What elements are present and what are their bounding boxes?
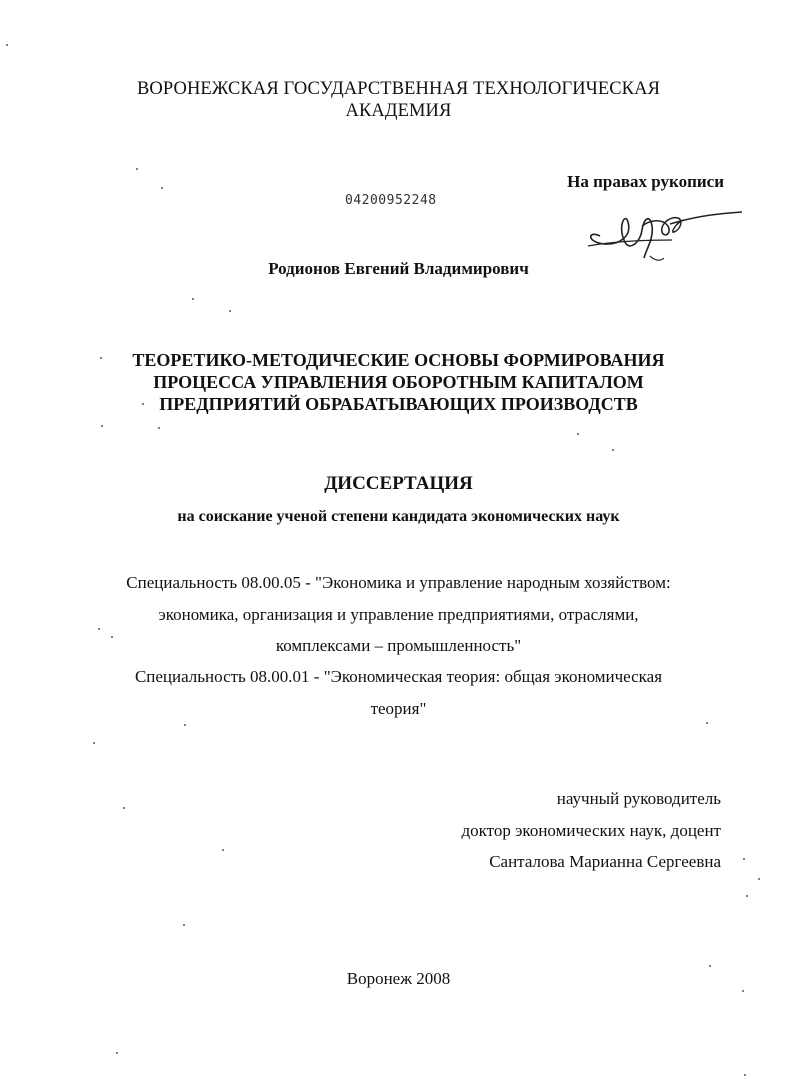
scan-speck bbox=[746, 895, 748, 897]
scan-speck bbox=[136, 168, 138, 170]
author-name: Родионов Евгений Владимирович bbox=[268, 259, 529, 278]
scan-speck bbox=[161, 187, 163, 189]
scan-speck bbox=[116, 1052, 118, 1054]
degree-statement: на соискание ученой степени кандидата экономических наук bbox=[177, 508, 620, 525]
scan-speck bbox=[742, 990, 744, 992]
manuscript-rights-label: На правах рукописи bbox=[567, 172, 724, 191]
archive-number-stamp: 04200952248 bbox=[345, 193, 437, 208]
institution-line-1: ВОРОНЕЖСКАЯ ГОСУДАРСТВЕННАЯ ТЕХНОЛОГИЧЕСКАЯ bbox=[136, 79, 661, 99]
supervisor-degree: доктор экономических наук, доцент bbox=[461, 820, 721, 840]
scan-speck bbox=[142, 403, 144, 405]
scan-speck bbox=[706, 722, 708, 724]
specialty-1-line-2: экономика, организация и управление предприятиями, отраслями, bbox=[158, 604, 639, 624]
supervisor-name: Санталова Марианна Сергеевна bbox=[489, 852, 721, 871]
title-line-2: ПРОЦЕССА УПРАВЛЕНИЯ ОБОРОТНЫМ КАПИТАЛОМ bbox=[153, 372, 644, 392]
scan-speck bbox=[123, 807, 125, 809]
specialty-block-1 bbox=[0, 567, 797, 662]
scan-speck bbox=[6, 44, 8, 46]
specialty-2-line-1: Специальность 08.00.01 - "Экономическая теория: общая экономическая bbox=[134, 667, 663, 686]
institution-name bbox=[0, 78, 797, 122]
specialty-1-line-3: комплексами – промышленность" bbox=[275, 636, 522, 655]
scan-speck bbox=[222, 849, 224, 851]
scan-speck bbox=[101, 425, 103, 427]
title-line-3: ПРЕДПРИЯТИЙ ОБРАБАТЫВАЮЩИХ ПРОИЗВОДСТВ bbox=[159, 394, 638, 414]
scan-speck bbox=[744, 1074, 746, 1076]
handwritten-signature bbox=[580, 196, 745, 268]
supervisor-block bbox=[462, 783, 722, 878]
supervisor-role: научный руководитель bbox=[556, 789, 721, 808]
institution-line-2: АКАДЕМИЯ bbox=[345, 101, 452, 121]
scan-speck bbox=[709, 965, 711, 967]
scan-speck bbox=[93, 742, 95, 744]
scan-speck bbox=[612, 449, 614, 451]
scan-speck bbox=[229, 310, 231, 312]
dissertation-title bbox=[0, 349, 797, 415]
city-year: Воронеж 2008 bbox=[346, 969, 451, 988]
scan-speck bbox=[100, 357, 102, 359]
scan-speck bbox=[758, 878, 760, 880]
specialty-1-line-1: Специальность 08.00.05 - "Экономика и управление народным хозяйством: bbox=[126, 573, 671, 592]
document-type: ДИССЕРТАЦИЯ bbox=[324, 473, 473, 494]
scan-speck bbox=[98, 628, 100, 630]
scan-speck bbox=[183, 924, 185, 926]
specialty-2-line-2: теория" bbox=[370, 698, 427, 718]
specialty-block-2 bbox=[0, 661, 797, 724]
scan-speck bbox=[743, 858, 745, 860]
scan-speck bbox=[577, 433, 579, 435]
scan-speck bbox=[111, 636, 113, 638]
scan-speck bbox=[158, 427, 160, 429]
scan-speck bbox=[184, 724, 186, 726]
title-line-1: ТЕОРЕТИКО-МЕТОДИЧЕСКИЕ ОСНОВЫ ФОРМИРОВАНИЯ bbox=[132, 350, 665, 370]
scan-speck bbox=[192, 298, 194, 300]
